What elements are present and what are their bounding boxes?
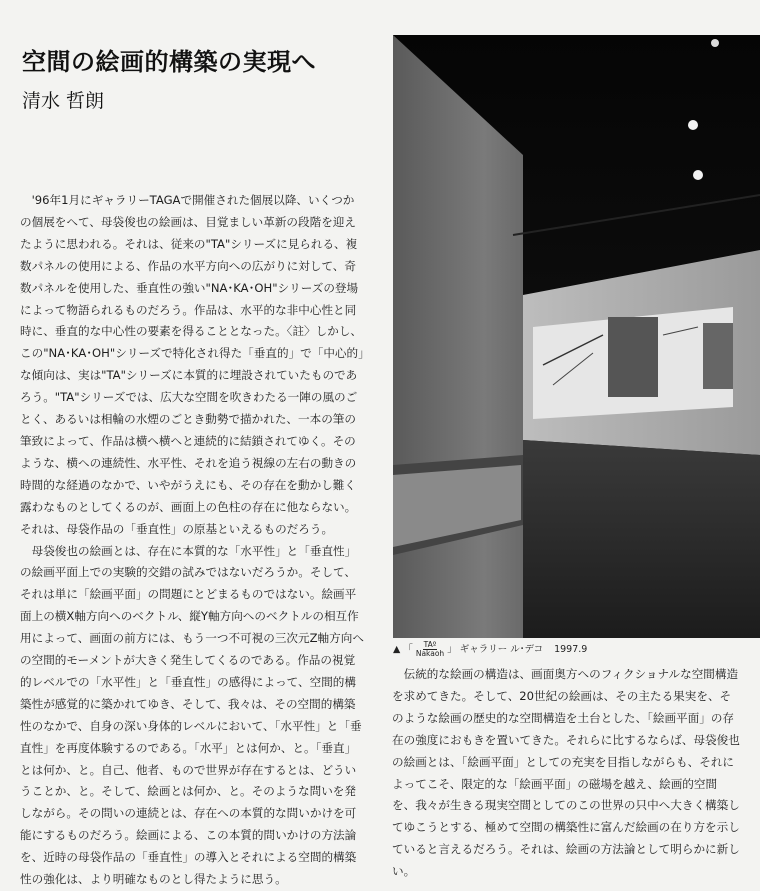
work-title-bottom: Nakaoh (416, 650, 444, 658)
photo-caption (393, 641, 753, 658)
gallery-installation-photo (393, 35, 760, 638)
caption-year: 1997.9 (554, 643, 587, 657)
work-title-top: TAº (423, 641, 438, 650)
article-body-left (20, 190, 365, 891)
body-paragraph: '96年1月にギャラリーTAGAで開催された個展以降、いくつかの個展をへて、母袋俊也の絵画は、目覚ましい革新の段階を迎えたように思われる。それは、従来の"TA"シリーズに見られる、複数パネルの使用による、作品の水平方向への広がりに対して、奇数パネルを使用した、垂直性の強い"NA･KA･OH"シリーズの登場によって物語られるものだろう。作品は、水平的な非中心性と同時に、垂直的な中心性の要素を得ることとなった。〈註〉しかし、この"NA･KA･OH"シリーズで特化され得た「垂直的」で「中心的」な傾向は、実は"TA"シリーズに本質的に埋設されていたものであろう。"TA"シリーズでは、広大な空間を吹きわたる一陣の風のごとく、あるいは相輪の水煙のごとき動勢で描かれた、一本の筆の筆致によって、作品は横へ横へと連続的に結鎖されてゆく。そのような、横への連続性、水平性、それを追う視線の左右の動きの時間的な経過のなかで、いやがうえにも、その存在を動かし難く露わなものとしてくるのが、画面上の色柱の存在に他ならない。それは、母袋作品の「垂直性」の原基といえるものだろう。 (20, 190, 365, 541)
body-paragraph: 伝統的な絵画の構造は、画面奥方へのフィクショナルな空間構造を求めてきた。そして、20世紀の絵画は、その主たる果実を、そのような絵画の歴史的な空間構造を土台とした、「絵画平面」の存在の強度におもきを置いてきた。それらに比するならば、母袋俊也の絵画とは、「絵画平面」としての充実を目指しながらも、それによってこそ、限定的な「絵画平面」の磁場を越え、絵画的空間を、我々が生きる現実空間としてのこの世界の只中へ大きく構築してゆこうとする、極めて空間の構築性に富んだ絵画の在り方を示していると言えるだろう。それは、絵画の方法論として明らかに新しい。 (392, 664, 740, 883)
body-paragraph: 母袋俊也の絵画とは、存在に本質的な「水平性」と「垂直性」の絵画平面上での実験的交錯の試みではないだろうか。そして、それは単に「絵画平面」の問題にとどまるものではない。絵画平面上の横X軸方向へのベクトル、縦Y軸方向へのベクトルの相互作用によって、画面の前方には、もう一つ不可視の三次元Z軸方向への空間的モーメントが大きく発生してくるのである。作品の視覚的レベルでの「水平性」と「垂直性」の感得によって、空間的構築性が感覚的に築かれてゆき、そして、我々は、その空間的構築性のなかで、自身の深い身体的レベルにおいて、「水平性」と「垂直性」を再度体験するのである。「水平」とは何か、と。「垂直」とは何か、と。自己、他者、もので世界が存在するとは、どういうことか、と。そして、絵画とは何か、と。そのような問いを発しながら。その問いの連続とは、存在への本質的な問いかけを可能にするものだろう。絵画による、この本質的問いかけの方法論を、近時の母袋作品の「垂直性」の導入とそれによる空間的構築性の強化は、より明確なものとし得たように思う。 (20, 541, 365, 891)
caption-open-bracket: 「 (403, 643, 413, 657)
author-name: 清水 哲朗 (22, 88, 104, 114)
work-title-fraction (416, 641, 444, 658)
article-title: 空間の絵画的構築の実現へ (22, 46, 362, 78)
caption-venue: ギャラリー ル･デコ (460, 643, 543, 657)
article-body-right (392, 664, 740, 883)
caption-close-bracket: 」 (447, 643, 457, 657)
caption-marker: ▲ (393, 643, 400, 657)
